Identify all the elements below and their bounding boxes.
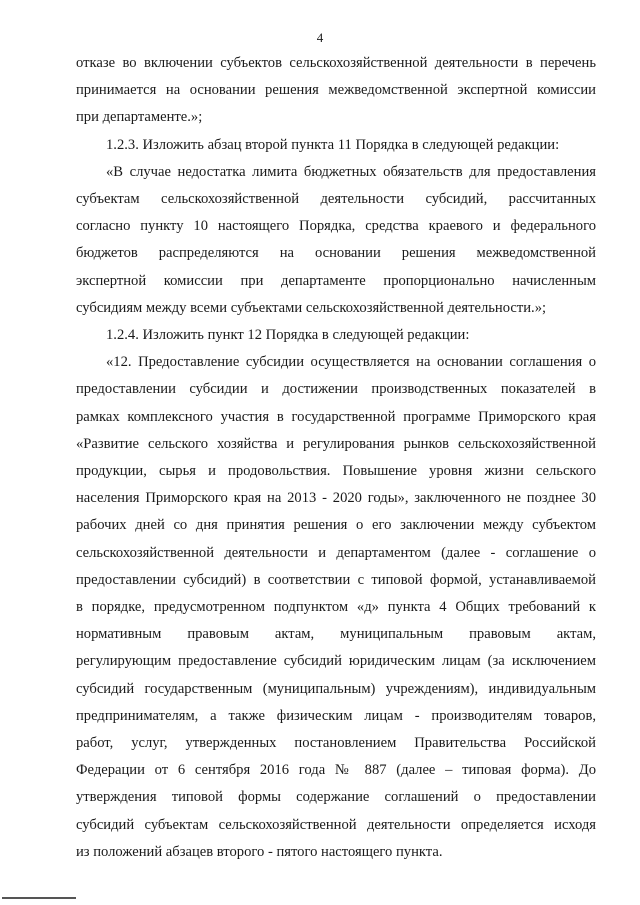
text-line: нормативным правовым актам, муниципальным правовым актам, — [76, 626, 596, 643]
text-line: рабочих дней со дня принятия решения о его заключении между субъектом — [76, 517, 596, 534]
text-line: Федерации от 6 сентября 2016 года № 887 (далее – типовая форма). До — [76, 762, 596, 779]
text-line: 1.2.4. Изложить пункт 12 Порядка в следующей редакции: — [106, 327, 470, 344]
paragraph-p1 — [76, 132, 596, 159]
text-line: субсидий государственным (муниципальным) учреждениям), индивидуальным — [76, 680, 596, 697]
text-line: отказе во включении субъектов сельскохозяйственной деятельности в перечень — [76, 55, 596, 71]
text-line: «Развитие сельского хозяйства и регулирования рынков сельскохозяйственной — [76, 435, 596, 452]
paragraph-p3 — [76, 322, 596, 349]
text-line: экспертной комиссии при департаменте пропорционально начисленным — [76, 272, 596, 289]
text-line: предоставлении субсидии и достижении производственных показателей в — [76, 381, 596, 398]
text-line: субсидиям между всеми субъектами сельскохозяйственной деятельности.»; — [76, 299, 547, 316]
text-line: работ, услуг, утвержденных постановлением Правительства Российской — [76, 735, 596, 752]
footer-rule — [2, 897, 76, 899]
text-line: утверждения типовой формы содержание соглашений о предоставлении — [76, 789, 596, 806]
text-line: сельскохозяйственной деятельности и департаментом (далее - соглашение о — [76, 544, 596, 561]
text-line: принимается на основании решения межведомственной экспертной комиссии — [76, 82, 596, 99]
text-line: регулирующим предоставление субсидий юридическим лицам (за исключением — [76, 653, 596, 670]
document-body — [76, 50, 596, 866]
text-line: «В случае недостатка лимита бюджетных обязательств для предоставления — [106, 163, 596, 180]
text-line: рамках комплексного участия в государственной программе Приморского края — [76, 408, 596, 425]
text-line: из положений абзацев второго - пятого настоящего пункта. — [76, 843, 443, 860]
text-line: предоставлении субсидий) в соответствии с типовой формой, устанавливаемой — [76, 571, 596, 588]
text-line: «12. Предоставление субсидии осуществляется на основании соглашения о — [106, 354, 596, 371]
page-number: 4 — [316, 30, 324, 45]
text-line: предпринимателям, а также физическим лицам - производителям товаров, — [76, 707, 596, 724]
paragraph-p4 — [76, 349, 596, 866]
text-line: населения Приморского края на 2013 - 2020 годы», заключенного не позднее 30 — [76, 490, 596, 507]
text-line: в порядке, предусмотренном подпунктом «д» пункта 4 Общих требований к — [76, 599, 596, 616]
paragraph-p0 — [76, 50, 596, 132]
text-line: субсидий субъектам сельскохозяйственной деятельности определяется исходя — [76, 816, 596, 833]
text-line: бюджетов распределяются на основании решения межведомственной — [76, 245, 596, 262]
text-line: при департаменте.»; — [76, 109, 203, 126]
text-line: продукции, сырья и продовольствия. Повышение уровня жизни сельского — [76, 463, 596, 480]
text-line: согласно пункту 10 настоящего Порядка, средства краевого и федерального — [76, 218, 596, 235]
text-line: субъектам сельскохозяйственной деятельности субсидий, рассчитанных — [76, 191, 596, 208]
text-line: 1.2.3. Изложить абзац второй пункта 11 Порядка в следующей редакции: — [106, 136, 560, 153]
paragraph-p2 — [76, 159, 596, 322]
